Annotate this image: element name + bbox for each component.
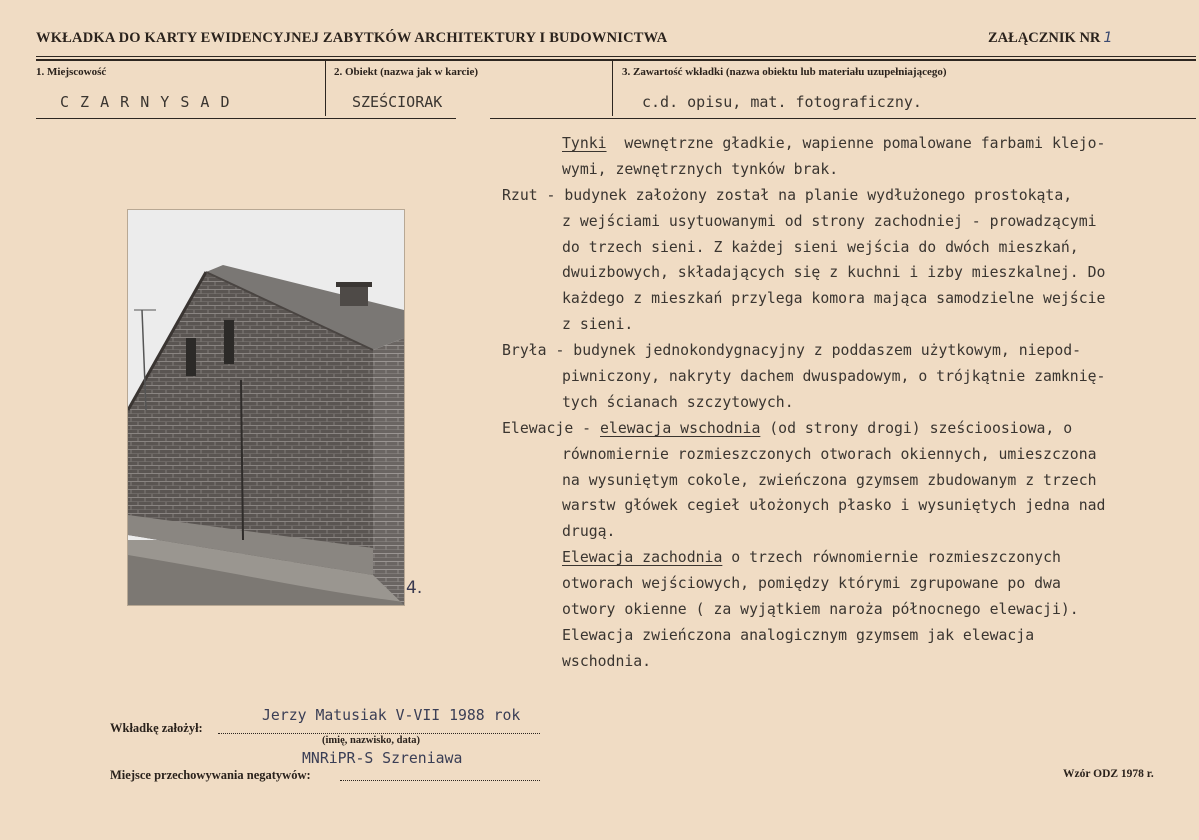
negatives-dotted-line: [340, 780, 540, 781]
field-divider-2: [612, 61, 613, 116]
line-text: wschodnia.: [562, 652, 652, 670]
section-heading: Bryła -: [502, 342, 574, 360]
section-heading: Rzut -: [502, 186, 565, 204]
text-line: [502, 235, 1182, 261]
author-dotted-line: [218, 733, 540, 734]
line-text: każdego z mieszkań przylega komora mająca samodzielne wejście: [562, 290, 1106, 308]
negatives-value: MNRiPR-S Szreniawa: [302, 750, 463, 767]
negatives-label: Miejsce przechowywania negatywów:: [110, 768, 311, 782]
header-rule-top: [36, 56, 1196, 57]
author-label: Wkładkę założył:: [110, 721, 203, 735]
text-line: [502, 442, 1182, 468]
form-title: WKŁADKA DO KARTY EWIDENCYJNEJ ZABYTKÓW ARCHITEKTURY I BUDOWNICTWA: [36, 30, 668, 46]
photo-number: 4.: [406, 578, 423, 598]
text-line: [502, 286, 1182, 312]
annex-label-text: ZAŁĄCZNIK NR: [988, 30, 1101, 46]
text-line: [502, 597, 1182, 623]
content-value: c.d. opisu, mat. fotograficzny.: [642, 93, 922, 111]
line-text: o trzech równomiernie rozmieszczonych: [722, 549, 1061, 567]
field-divider-1: [325, 61, 326, 116]
text-line: [502, 131, 1182, 157]
text-line: [502, 312, 1182, 338]
author-value: Jerzy Matusiak V-VII 1988 rok: [262, 707, 521, 724]
line-text: budynek założony został na planie wydłużonego prostokąta,: [564, 186, 1073, 204]
description-text: [502, 131, 1182, 675]
line-text: otworach wejściowych, pomiędzy którymi zgrupowane po dwa: [562, 575, 1061, 593]
text-line: [502, 545, 1182, 571]
text-line: [502, 493, 1182, 519]
field-rule-left: [36, 118, 456, 119]
object-value: SZEŚCIORAK: [352, 93, 443, 111]
line-text: (od strony drogi) sześcioosiowa, o: [760, 419, 1073, 437]
text-line: [502, 649, 1182, 675]
building-photograph: [127, 209, 405, 606]
underlined-term: elewacja wschodnia: [600, 419, 761, 437]
field-rule-right: [490, 118, 1196, 119]
underlined-term: Elewacja zachodnia: [562, 549, 723, 567]
line-text: dwuizbowych, składających się z kuchni i izby mieszkalnej. Do: [562, 264, 1106, 282]
author-hint: (imię, nazwisko, data): [322, 735, 420, 746]
text-line: [502, 157, 1182, 183]
text-line: [502, 209, 1182, 235]
text-line: [502, 338, 1182, 364]
text-line: [502, 364, 1182, 390]
text-line: [502, 571, 1182, 597]
locality-label: 1. Miejscowość: [36, 66, 107, 78]
locality-value: C Z A R N Y S A D: [60, 93, 231, 111]
line-text: do trzech sieni. Z każdej sieni wejścia do dwóch mieszkań,: [562, 238, 1079, 256]
line-text: z sieni.: [562, 316, 634, 334]
text-line: [502, 416, 1182, 442]
header-rule-thick: [36, 59, 1196, 61]
line-text: wewnętrzne gładkie, wapienne pomalowane farbami klejo-: [606, 135, 1106, 152]
line-text: piwniczony, nakryty dachem dwuspadowym, o trójkątnie zamknię-: [562, 368, 1106, 386]
line-text: otwory okienne ( za wyjątkiem naroża północnego elewacji).: [562, 601, 1079, 619]
line-text: warstw główek cegieł ułożonych płasko i wysuniętych jedna nad: [562, 497, 1106, 515]
line-text: wymi, zewnętrznych tynków brak.: [562, 160, 839, 178]
object-label: 2. Obiekt (nazwa jak w karcie): [334, 66, 479, 78]
line-text: budynek jednokondygnacyjny z poddaszem użytkowym, niepod-: [573, 342, 1082, 360]
underlined-term: Tynki: [562, 135, 607, 152]
annex-label: [988, 30, 1113, 47]
text-line: [502, 623, 1182, 649]
section-heading: Elewacje -: [502, 419, 600, 437]
form-code: Wzór ODZ 1978 r.: [1063, 768, 1154, 780]
brick-building-image: [128, 210, 404, 605]
text-line: [502, 519, 1182, 545]
line-text: Elewacja zwieńczona analogicznym gzymsem jak elewacja: [562, 626, 1035, 644]
text-line: [502, 390, 1182, 416]
annex-number: 1: [1103, 30, 1113, 46]
text-line: [502, 260, 1182, 286]
line-text: równomiernie rozmieszczonych otworach okiennych, umieszczona: [562, 445, 1097, 463]
line-text: tych ścianach szczytowych.: [562, 393, 794, 411]
text-line: [502, 183, 1182, 209]
content-label: 3. Zawartość wkładki (nazwa obiektu lub materiału uzupełniającego): [622, 66, 947, 78]
line-text: na wysuniętym cokole, zwieńczona gzymsem zbudowanym z trzech: [562, 471, 1097, 489]
text-line: [502, 468, 1182, 494]
line-text: drugą.: [562, 523, 616, 541]
line-text: z wejściami usytuowanymi od strony zachodniej - prowadzącymi: [562, 212, 1097, 230]
